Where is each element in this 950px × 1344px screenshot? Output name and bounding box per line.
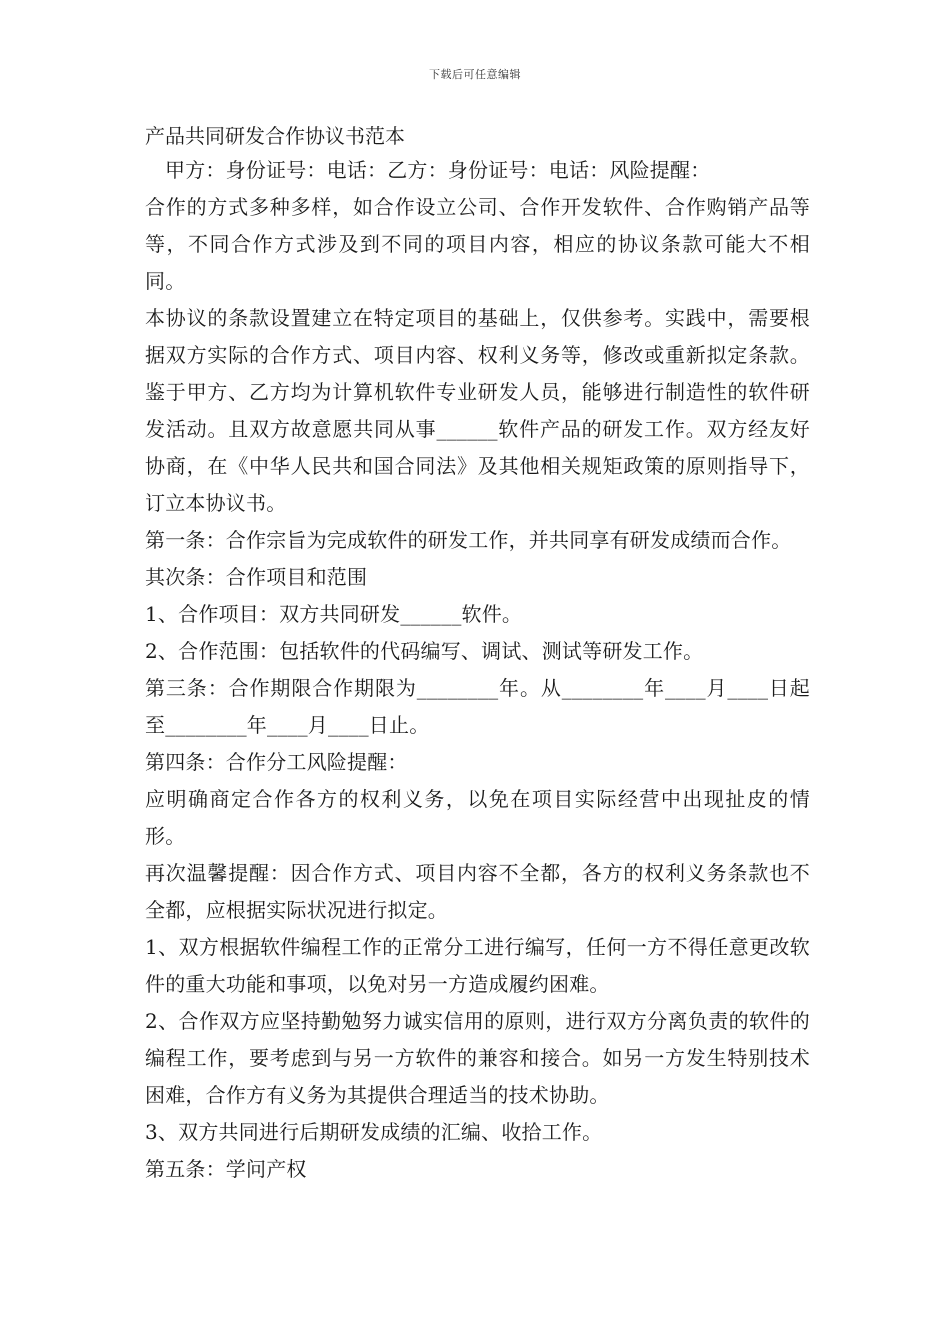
article-3: 第三条：合作期限合作期限为________年。从________年____月____日起至________年____月____日止。 <box>145 676 810 737</box>
article-4-item-1: 1、双方根据软件编程工作的正常分工进行编写，任何一方不得任意更改软件的重大功能和事项，以免对另一方造成履约困难。 <box>145 935 810 996</box>
article-5-heading: 第五条：学问产权 <box>145 1157 307 1181</box>
article-2-item-2: 2、合作范围：包括软件的代码编写、调试、测试等研发工作。 <box>145 639 704 663</box>
article-2-item-1: 1、合作项目：双方共同研发______软件。 <box>145 602 523 626</box>
article-4-note: 应明确商定合作各方的权利义务，以免在项目实际经营中出现扯皮的情形。 <box>145 787 810 848</box>
article-1: 第一条：合作宗旨为完成软件的研发工作，并共同享有研发成绩而合作。 <box>145 528 792 552</box>
article-4-tip: 再次温馨提醒：因合作方式、项目内容不全都，各方的权利义务条款也不全都，应根据实际状况进行拟定。 <box>145 861 810 922</box>
article-4-heading: 第四条：合作分工风险提醒： <box>145 750 408 774</box>
document-body <box>145 120 810 1188</box>
article-2-heading: 其次条：合作项目和范围 <box>145 565 368 589</box>
paragraph-cooperation-methods: 合作的方式多种多样，如合作设立公司、合作开发软件、合作购销产品等等，不同合作方式涉及到不同的项目内容，相应的协议条款可能大不相同。 <box>145 195 810 293</box>
article-4-item-2: 2、合作双方应坚持勤勉努力诚实信用的原则，进行双方分离负责的软件的编程工作，要考虑到与另一方软件的兼容和接合。如另一方发生特别技术困难，合作方有义务为其提供合理适当的技术协助。 <box>145 1009 810 1107</box>
article-4-item-3: 3、双方共同进行后期研发成绩的汇编、收拾工作。 <box>145 1120 603 1144</box>
document-title: 产品共同研发合作协议书范本 <box>145 124 405 148</box>
paragraph-preamble: 本协议的条款设置建立在特定项目的基础上，仅供参考。实践中，需要根据双方实际的合作方式、项目内容、权利义务等，修改或重新拟定条款。 鉴于甲方、乙方均为计算机软件专业研发人员，能够进行制造性的软件研发活动。且双方故意愿共同从事______软件产品的研发工作。双方经友好协商，在《中华人民共和国合同法》及其他相关规矩政策的原则指导下，订立本协议书。 <box>145 306 810 515</box>
parties-line: 甲方：身份证号：电话：乙方：身份证号：电话：风险提醒： <box>165 158 711 182</box>
header-note: 下载后可任意编辑 <box>429 68 521 81</box>
